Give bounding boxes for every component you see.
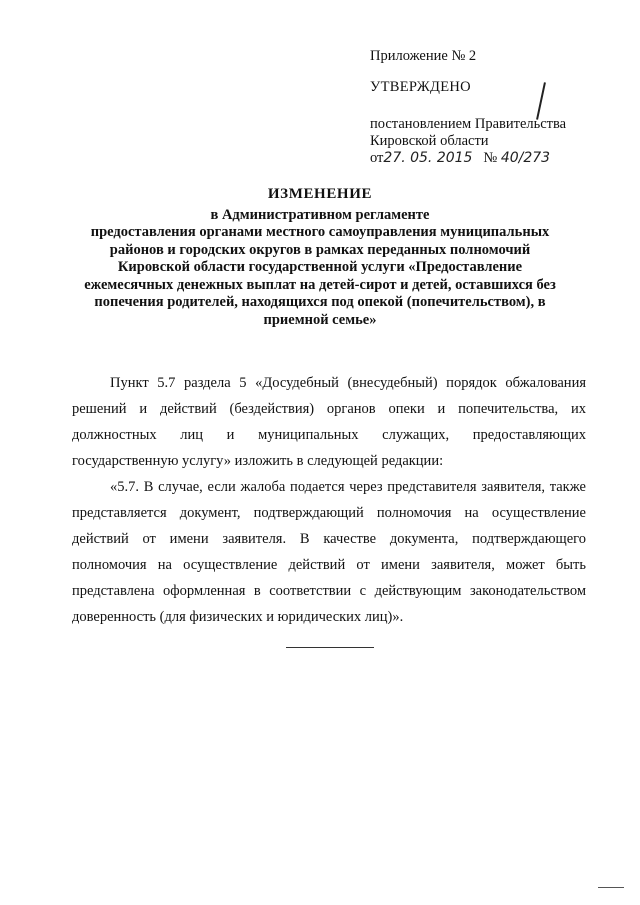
- approval-line-1: постановлением Правительства: [370, 116, 567, 132]
- document-body: [72, 370, 586, 630]
- title-line-4: Кировской области государственной услуги «Предоставление: [117, 259, 523, 275]
- corner-rule: [598, 887, 624, 888]
- title-line-7: приемной семье»: [263, 311, 377, 328]
- title-line-6: попечения родителей, находящихся под опекой (попечительством), в: [94, 294, 546, 310]
- handwritten-number: 40/273: [500, 150, 551, 166]
- number-prefix: №: [483, 150, 498, 166]
- approval-date-line: [370, 150, 610, 167]
- handwritten-date: 27. 05. 2015: [383, 150, 473, 166]
- annex-label: Приложение № 2: [370, 48, 477, 64]
- approval-line-2: Кировской области: [370, 133, 489, 149]
- document-title-block: [60, 186, 580, 329]
- body-paragraph-1: Пункт 5.7 раздела 5 «Досудебный (внесудебный) порядок обжалования решений и действий (бездействия) органов опеки и попечительства, их должностных лиц и муниципальных служащих, предоставляющих государственную услугу» изложить в следующей редакции:: [72, 375, 586, 469]
- body-paragraph-2: «5.7. В случае, если жалоба подается через представителя заявителя, также представляется документ, подтверждающий полномочия на осуществление действий от имени заявителя. В качестве документа, подтверждающего полномочия на осуществление действий от имени заявителя, может быть представлена оформленная в соответствии с действующим законодательством доверенность (для физических и юридических лиц)».: [72, 479, 586, 625]
- title-line-2: предоставления органами местного самоуправления муниципальных: [90, 224, 550, 240]
- document-heading: ИЗМЕНЕНИЕ: [267, 186, 373, 202]
- date-prefix: от: [370, 150, 384, 166]
- title-line-1: в Административном регламенте: [210, 206, 430, 223]
- title-line-5: ежемесячных денежных выплат на детей-сирот и детей, оставшихся без: [84, 276, 556, 293]
- end-rule: [286, 647, 374, 648]
- title-line-3: районов и городских округов в рамках переданных полномочий: [109, 241, 531, 258]
- approval-block: [370, 48, 610, 167]
- approved-label: УТВЕРЖДЕНО: [370, 79, 471, 95]
